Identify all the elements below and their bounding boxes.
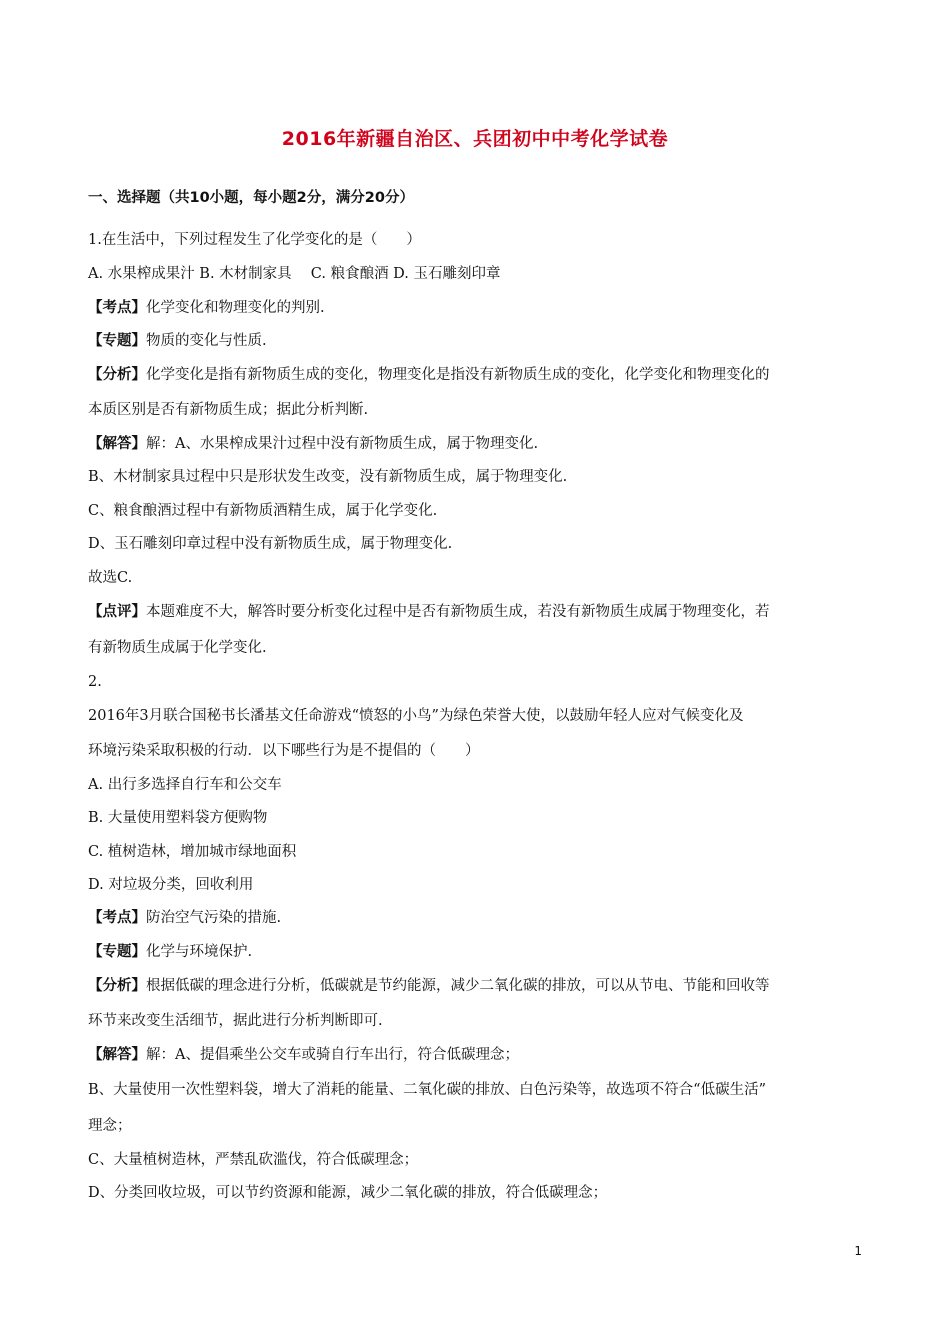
- page-number: 1: [854, 1244, 862, 1258]
- q2-option-c: C. 植树造林，增加城市绿地面积: [88, 844, 297, 860]
- q2-option-a: A. 出行多选择自行车和公交车: [88, 777, 282, 793]
- q2-jieda: [88, 1045, 519, 1065]
- q1-answer: 故选C.: [88, 570, 133, 586]
- jieda-text: 解：A、水果榨成果汁过程中没有新物质生成，属于物理变化.: [146, 436, 539, 452]
- q1-options: A. 水果榨成果汁 B. 木材制家具 C. 粮食酿酒 D. 玉石雕刻印章: [88, 266, 501, 282]
- q1-line-b: B、木材制家具过程中只是形状发生改变，没有新物质生成，属于物理变化.: [88, 469, 568, 485]
- q2-line-d: D、分类回收垃圾，可以节约资源和能源，减少二氧化碳的排放，符合低碳理念；: [88, 1185, 608, 1201]
- exam-title: 2016年新疆自治区、兵团初中中考化学试卷: [281, 128, 669, 150]
- q2-line-b: B、大量使用一次性塑料袋，增大了消耗的能量、二氧化碳的排放、白色污染等，故选项不符合“低碳生活”: [88, 1082, 766, 1098]
- q1-fenxi-cont: 本质区别是否有新物质生成；据此分析判断.: [88, 402, 369, 418]
- q1-kaodian: [88, 298, 325, 318]
- zhuanti-tag: 【专题】: [88, 944, 146, 960]
- fenxi-tag: 【分析】: [88, 367, 146, 383]
- zhuanti-tag: 【专题】: [88, 333, 146, 349]
- fenxi-tag: 【分析】: [88, 978, 146, 994]
- q1-line-c: C、粮食酿酒过程中有新物质酒精生成，属于化学变化.: [88, 503, 438, 519]
- q2-zhuanti: [88, 942, 252, 962]
- q1-jieda: [88, 434, 538, 454]
- q2-fenxi-cont: 环节来改变生活细节，据此进行分析判断即可.: [88, 1013, 383, 1029]
- q1-zhuanti: [88, 331, 267, 351]
- zhuanti-text: 化学与环境保护.: [146, 944, 253, 960]
- q2-stem: 2016年3月联合国秘书长潘基文任命游戏“愤怒的小鸟”为绿色荣誉大使，以鼓励年轻人应对气候变化及: [88, 708, 744, 724]
- q2-stem-cont: 环境污染采取积极的行动．以下哪些行为是不提倡的（ ）: [88, 743, 480, 759]
- jieda-tag: 【解答】: [88, 436, 146, 452]
- q1-stem: 1.在生活中，下列过程发生了化学变化的是（ ）: [88, 232, 421, 248]
- kaodian-tag: 【考点】: [88, 300, 146, 316]
- q1-fenxi: [88, 365, 770, 385]
- kaodian-text: 防治空气污染的措施.: [146, 910, 282, 926]
- section-heading: 一、选择题（共10小题，每小题2分，满分20分）: [88, 190, 414, 206]
- kaodian-tag: 【考点】: [88, 910, 146, 926]
- q2-option-b: B. 大量使用塑料袋方便购物: [88, 810, 268, 826]
- q2-line-c: C、大量植树造林，严禁乱砍滥伐，符合低碳理念；: [88, 1152, 419, 1168]
- q1-line-d: D、玉石雕刻印章过程中没有新物质生成，属于物理变化.: [88, 536, 453, 552]
- q2-number: 2.: [88, 674, 102, 690]
- jieda-tag: 【解答】: [88, 1047, 146, 1063]
- q2-option-d: D. 对垃圾分类，回收利用: [88, 877, 254, 893]
- dianping-tag: 【点评】: [88, 604, 146, 620]
- q1-dianping: [88, 602, 770, 622]
- q2-fenxi: [88, 976, 770, 996]
- q1-dianping-cont: 有新物质生成属于化学变化.: [88, 640, 267, 656]
- fenxi-text: 化学变化是指有新物质生成的变化，物理变化是指没有新物质生成的变化，化学变化和物理变化的: [146, 367, 770, 383]
- q2-kaodian: [88, 908, 281, 928]
- fenxi-text: 根据低碳的理念进行分析，低碳就是节约能源，减少二氧化碳的排放，可以从节电、节能和回收等: [146, 978, 770, 994]
- kaodian-text: 化学变化和物理变化的判别.: [146, 300, 325, 316]
- dianping-text: 本题难度不大，解答时要分析变化过程中是否有新物质生成，若没有新物质生成属于物理变化，若: [146, 604, 770, 620]
- jieda-text: 解：A、提倡乘坐公交车或骑自行车出行，符合低碳理念；: [146, 1047, 519, 1063]
- q2-line-b-cont: 理念；: [88, 1118, 132, 1134]
- zhuanti-text: 物质的变化与性质.: [146, 333, 267, 349]
